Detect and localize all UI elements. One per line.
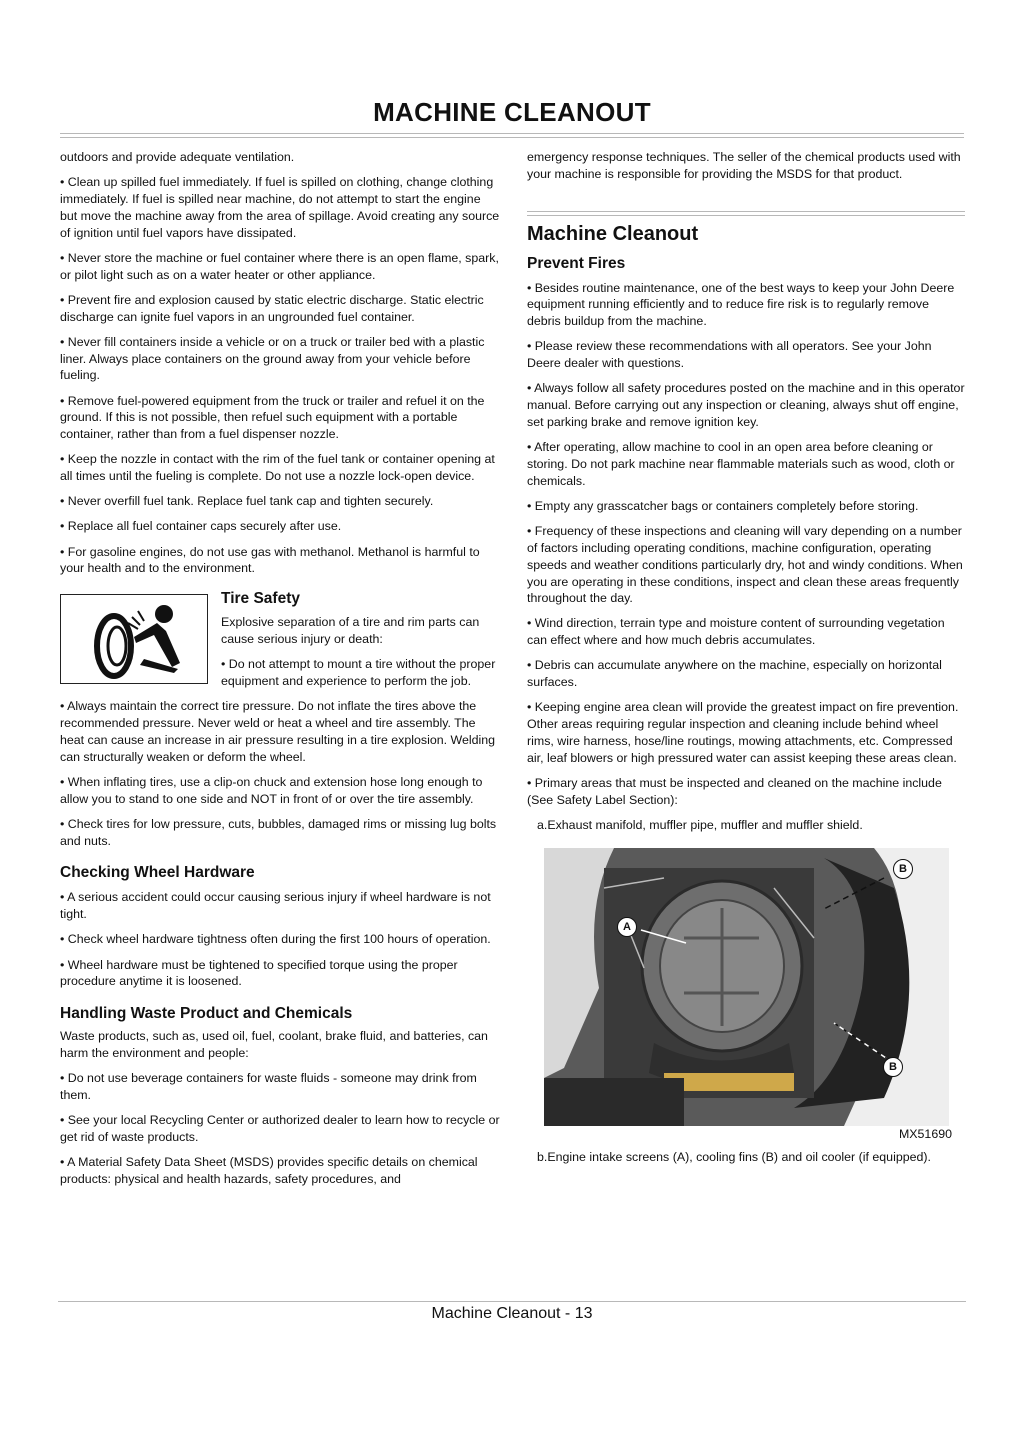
body-paragraph: • Always follow all safety procedures posted on the machine and in this operator manual. Before carrying out any inspection or cleaning, always shut off engine, set parking brake and remove ignition key. <box>527 381 965 429</box>
body-paragraph: • Please review these recommendations with all operators. See your John Deere dealer with questions. <box>527 339 932 371</box>
body-paragraph: Explosive separation of a tire and rim parts can cause serious injury or death: <box>221 615 480 647</box>
prevent-fires-heading: Prevent Fires <box>527 254 626 272</box>
body-paragraph: • Keep the nozzle in contact with the rim of the fuel tank or container opening at all times until the fueling is complete. Do not use a nozzle lock-open device. <box>60 452 495 484</box>
body-paragraph: • Remove fuel-powered equipment from the truck or trailer and refuel it on the ground. If this is not possible, then refuel such equipment with a portable container, rather than from a fuel dispenser nozzle. <box>60 393 485 442</box>
callout-a: A <box>617 917 637 937</box>
body-paragraph: • Prevent fire and explosion caused by static electric discharge. Static electric discharge can ignite fuel vapors in an ungrounded fuel container. <box>60 292 484 324</box>
body-paragraph: • See your local Recycling Center or authorized dealer to learn how to recycle or get rid of waste products. <box>60 1113 500 1144</box>
left-intro-paragraphs <box>60 149 500 577</box>
tire-safety-side-paragraphs <box>221 614 500 690</box>
body-paragraph: • Never overfill fuel tank. Replace fuel tank cap and tighten securely. <box>60 494 434 509</box>
callout-b-top: B <box>893 859 913 879</box>
wheel-hardware-heading: Checking Wheel Hardware <box>60 864 255 882</box>
engine-illustration <box>544 848 949 1126</box>
body-paragraph: • Do not attempt to mount a tire without the proper equipment and experience to perform the job. <box>221 657 496 689</box>
item-a-text: a.Exhaust manifold, muffler pipe, muffler and muffler shield. <box>537 818 863 833</box>
footer-rule <box>58 1301 966 1302</box>
waste-heading: Handling Waste Product and Chemicals <box>60 1005 353 1023</box>
body-paragraph: • Wheel hardware must be tightened to specified torque using the proper procedure anytime it is loosened. <box>60 957 458 989</box>
body-paragraph: • A serious accident could occur causing serious injury if wheel hardware is not tight. <box>60 890 491 922</box>
body-paragraph: • Frequency of these inspections and cleaning will vary depending on a number of factors including operating conditions, machine configuration, operating speeds and weather conditions particularly dry, hot and windy conditions. When you are operating in these conditions, inspect and clean these areas frequently throughout the day. <box>527 524 963 606</box>
body-paragraph: • Check tires for low pressure, cuts, bubbles, damaged rims or missing lug bolts and nuts. <box>60 816 497 848</box>
body-paragraph: • A Material Safety Data Sheet (MSDS) provides specific details on chemical products: physical and health hazards, safety procedures, and <box>60 1155 478 1186</box>
body-paragraph: • After operating, allow machine to cool in an open area before cleaning or storing. Do not park machine near flammable materials such as wood, cloth or chemicals. <box>527 440 955 488</box>
right-intro-paragraph: emergency response techniques. The seller of the chemical products used with your machine is responsible for providing the MSDS for that product. <box>527 150 961 181</box>
body-paragraph: • Wind direction, terrain type and moisture content of surrounding vegetation can effect where and how much debris accumulates. <box>527 616 945 648</box>
right-column <box>527 149 965 1174</box>
tire-explosion-warning-icon <box>60 594 208 684</box>
body-paragraph: • For gasoline engines, do not use gas with methanol. Methanol is harmful to your health and to the environment. <box>60 544 480 576</box>
waste-paragraphs <box>60 1028 500 1188</box>
item-b-text: b.Engine intake screens (A), cooling fins (B) and oil cooler (if equipped). <box>537 1149 931 1164</box>
body-paragraph: • Check wheel hardware tightness often during the first 100 hours of operation. <box>60 932 491 947</box>
body-paragraph: • Besides routine maintenance, one of the best ways to keep your John Deere equipment running efficiently and to reduce fire risk is to regularly remove debris buildup from the machine. <box>527 280 955 329</box>
body-paragraph: • Clean up spilled fuel immediately. If fuel is spilled on clothing, change clothing immediately. If fuel is spilled near machine, do not attempt to start the engine but move the machine away from the area of spillage. Avoid creating any source of ignition until fuel vapors have dissipated. <box>60 175 500 240</box>
figure-code: MX51690 <box>898 1126 952 1141</box>
body-paragraph: • Debris can accumulate anywhere on the machine, especially on horizontal surfaces. <box>527 658 942 690</box>
prevent-fires-paragraphs <box>527 280 965 809</box>
body-paragraph: • Replace all fuel container caps securely after use. <box>60 519 342 534</box>
section-rule-bottom <box>527 215 965 216</box>
body-paragraph: outdoors and provide adequate ventilation. <box>60 150 295 164</box>
page-title: MACHINE CLEANOUT <box>373 97 651 127</box>
title-rule-bottom <box>60 137 964 138</box>
engine-figure <box>544 848 949 1126</box>
section-rule-top <box>527 211 965 212</box>
body-paragraph: • Do not use beverage containers for waste fluids - someone may drink from them. <box>60 1071 477 1102</box>
body-paragraph: • When inflating tires, use a clip-on chuck and extension hose long enough to allow you to stand to one side and NOT in front of or over the tire assembly. <box>60 774 483 806</box>
tire-safety-paragraphs <box>60 698 500 849</box>
tire-safety-heading: Tire Safety <box>221 590 300 608</box>
body-paragraph: • Always maintain the correct tire pressure. Do not inflate the tires above the recommended pressure. Never weld or heat a wheel and tire assembly. The heat can cause an increase in air pressure resulting in a tire explosion. Welding can structurally weaken or deform the wheel. <box>60 699 496 764</box>
page-footer: Machine Cleanout - 13 <box>431 1305 593 1322</box>
body-paragraph: • Primary areas that must be inspected and cleaned on the machine include (See Safety Label Section): <box>527 776 942 807</box>
body-paragraph: • Never fill containers inside a vehicle or on a truck or trailer bed with a plastic liner. Always place containers on the ground away from your vehicle before fueling. <box>60 334 485 383</box>
body-paragraph: • Keeping engine area clean will provide the greatest impact on fire prevention. Other areas requiring regular inspection and cleaning include behind wheel rims, wire harness, hose/line routings, mowing attachments, etc. Compressed air, leaf blowers or high pressured water can assist keeping these areas clean. <box>527 700 959 765</box>
wheel-hardware-paragraphs <box>60 889 500 990</box>
body-paragraph: • Empty any grasscatcher bags or containers completely before storing. <box>527 498 919 513</box>
body-paragraph: Waste products, such as, used oil, fuel, coolant, brake fluid, and batteries, can harm the environment and people: <box>60 1029 488 1060</box>
tire-safety-block <box>60 589 500 698</box>
left-column <box>60 149 500 1196</box>
title-rule-top <box>60 133 964 134</box>
machine-cleanout-heading: Machine Cleanout <box>527 222 699 245</box>
body-paragraph: • Never store the machine or fuel container where there is an open flame, spark, or pilot light such as on a water heater or other appliance. <box>60 250 499 282</box>
tire-safety-side-text <box>221 589 500 698</box>
callout-b-bottom: B <box>883 1057 903 1077</box>
